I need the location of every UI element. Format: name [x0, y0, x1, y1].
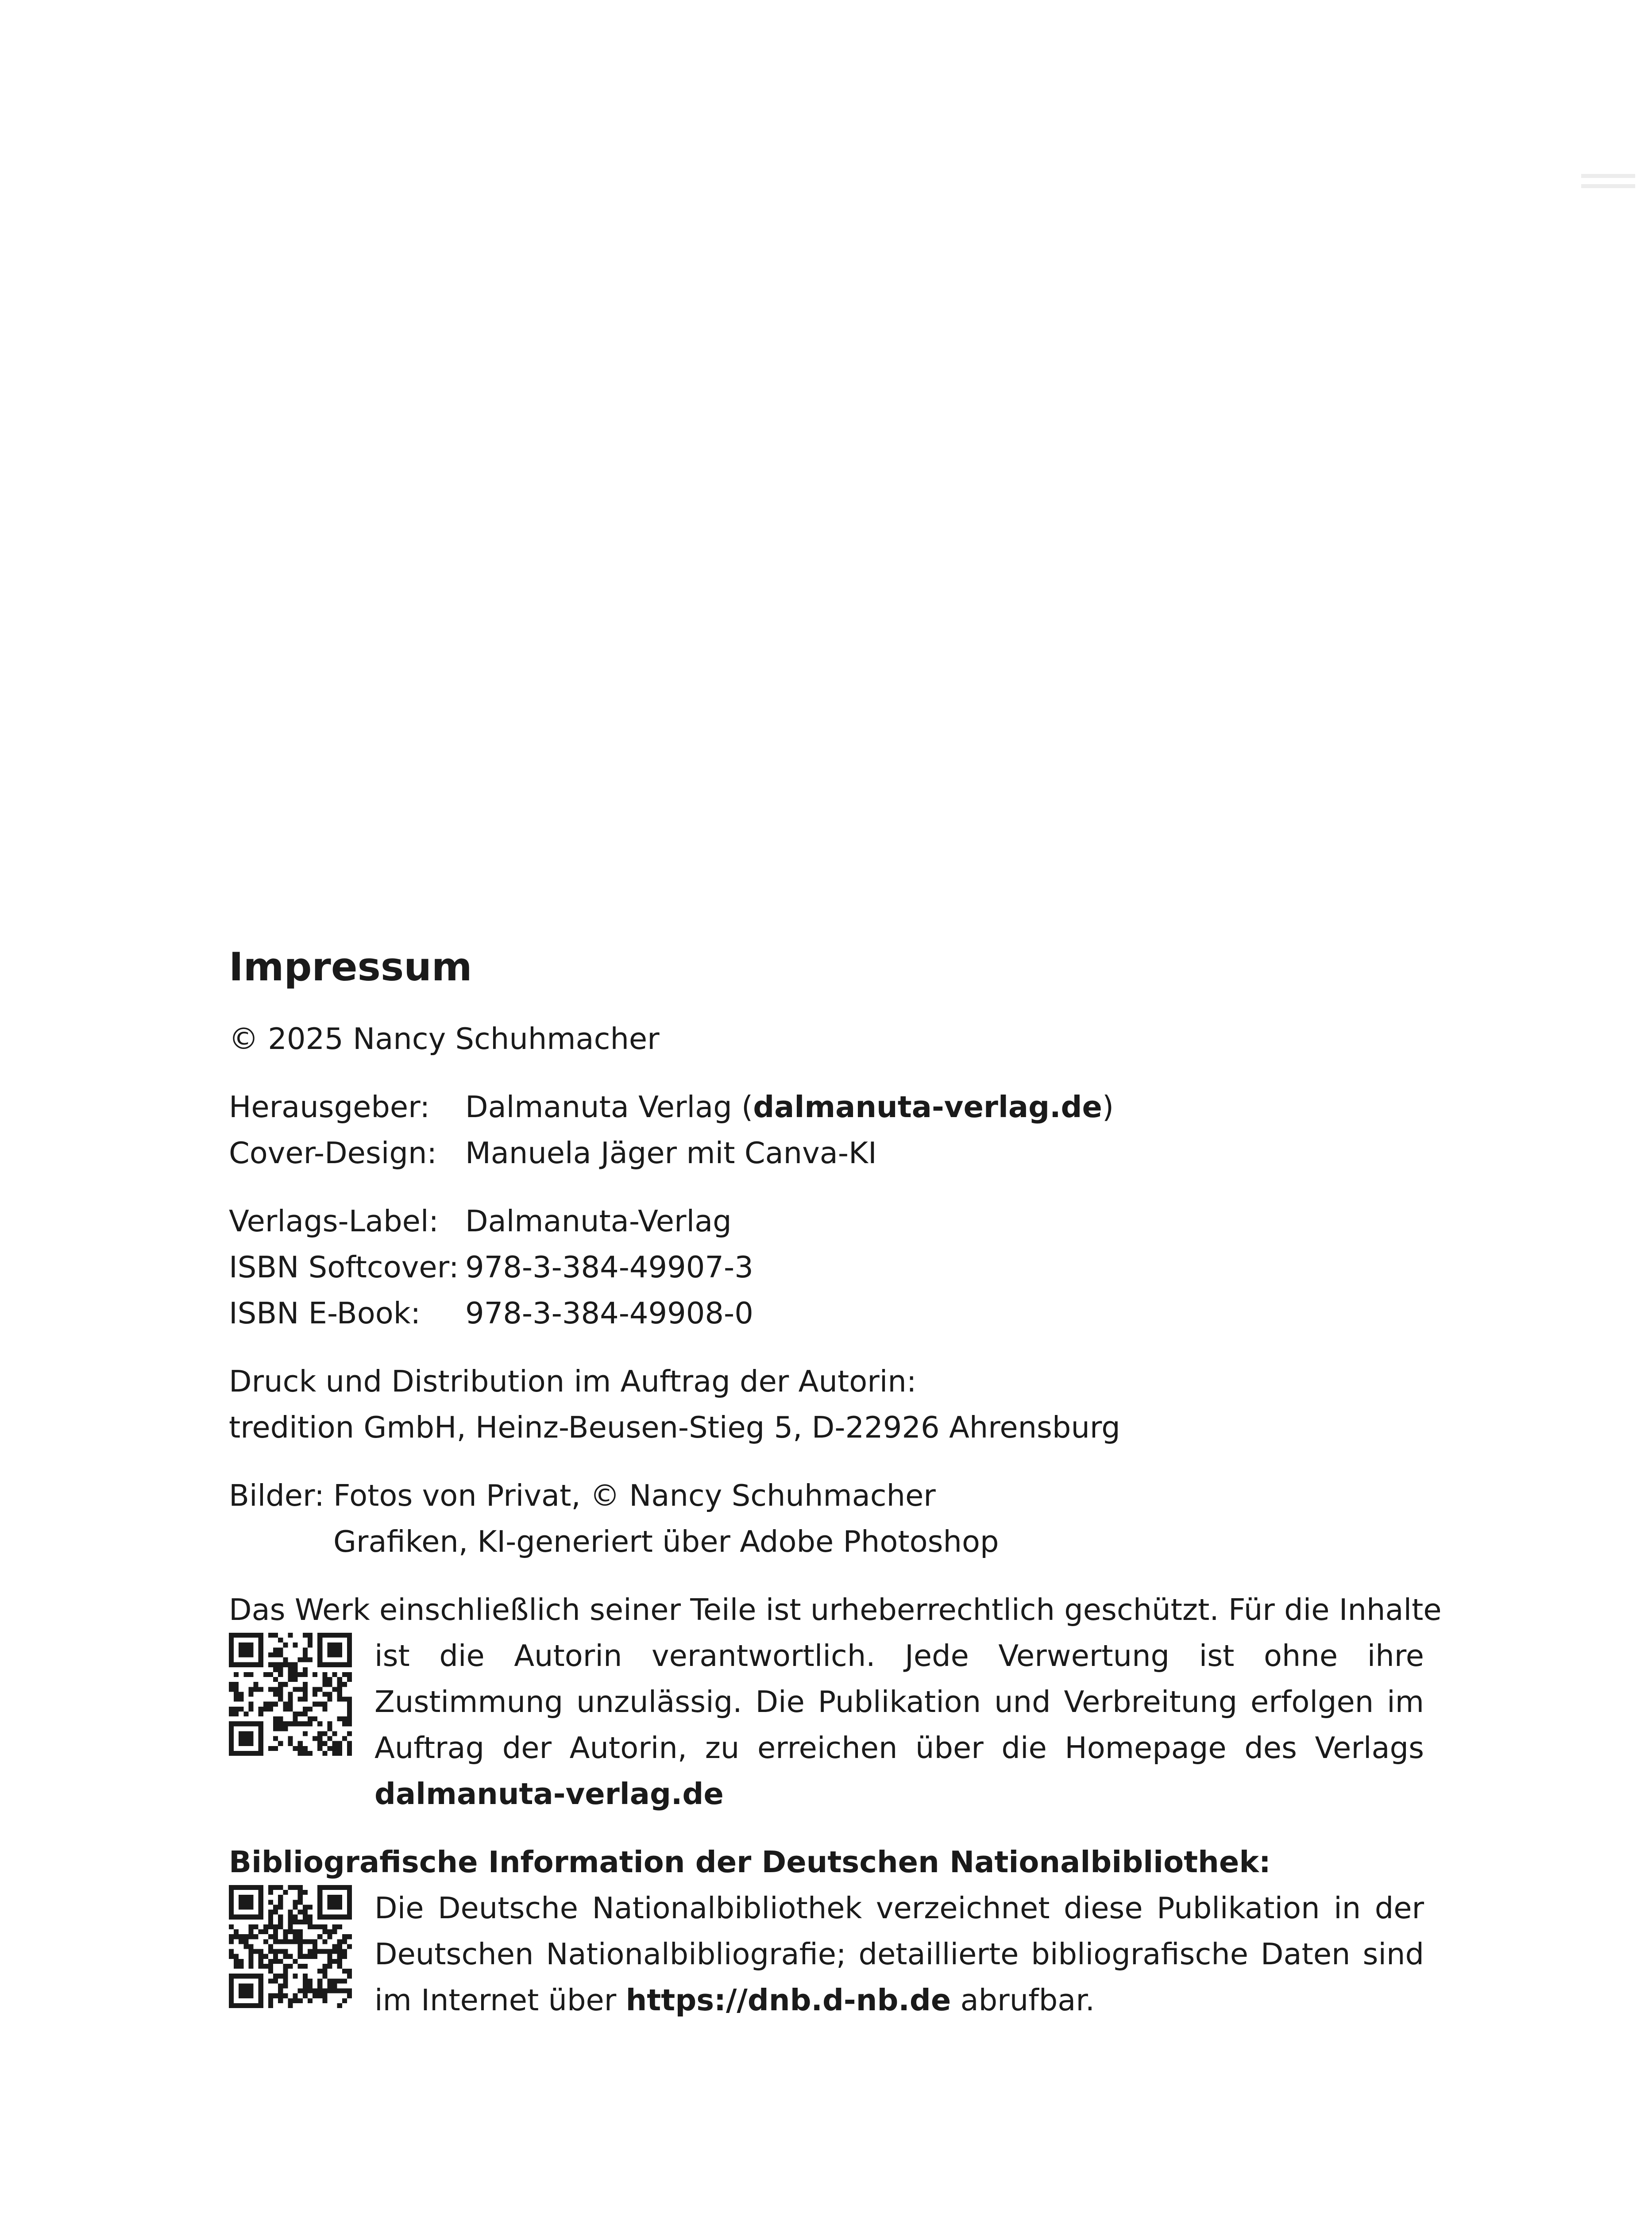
publisher-group	[229, 1084, 1424, 1176]
hamburger-menu-icon[interactable]	[1581, 174, 1635, 192]
bibliographic-block	[229, 1839, 1424, 2023]
publisher-close-paren: )	[1102, 1090, 1114, 1124]
label-label: Verlags-Label:	[229, 1204, 439, 1238]
bibliographic-body	[229, 1885, 1424, 2023]
page-title: Impressum	[229, 944, 472, 990]
isbn-ebook-row	[229, 1290, 1424, 1336]
publisher-homepage-link[interactable]: dalmanuta-verlag.de	[374, 1777, 724, 1811]
copyright-line	[229, 1016, 1424, 1062]
impressum-section	[229, 943, 1442, 2045]
copyright-notice-block	[229, 1587, 1442, 1817]
bibliographic-heading: Bibliografische Information der Deutschen Nationalbibliothek:	[229, 1845, 1271, 1879]
qr-code-icon[interactable]	[229, 1885, 352, 2008]
cover-label: Cover-Design:	[229, 1136, 437, 1170]
images-line-2: Grafiken, KI-generiert über Adobe Photoshop	[333, 1524, 999, 1559]
publisher-label: Herausgeber:	[229, 1090, 430, 1124]
publisher-value	[465, 1084, 1114, 1130]
bibliographic-end: abrufbar.	[951, 1983, 1095, 2017]
isbn-ebook-label: ISBN E-Book:	[229, 1296, 421, 1330]
publisher-link[interactable]: dalmanuta-verlag.de	[753, 1090, 1102, 1124]
print-line-1: Druck und Distribution im Auftrag der Autorin:	[229, 1364, 917, 1399]
images-row	[229, 1473, 1424, 1519]
print-distribution	[229, 1358, 1424, 1450]
images-line-1: Fotos von Privat, © Nancy Schuhmacher	[333, 1478, 936, 1513]
copyright-notice-text: ist die Autorin verantwortlich. Jede Verwertung ist ohne ihre Zustimmung unzulässig. Die Publikation und Verbreitung erfolgen im Auftrag der Autorin, zu erreichen über die Homepage des Verlags	[374, 1639, 1424, 1765]
publisher-name: Dalmanuta Verlag (	[465, 1090, 753, 1124]
cover-value: Manuela Jäger mit Canva-KI	[465, 1136, 877, 1170]
images-credits	[229, 1473, 1424, 1565]
bibliographic-text: Die Deutsche Nationalbibliothek verzeichnet diese Publikation in der Deutschen Nationalbibliografie; detaillierte bibliografische Daten sind im Internet über	[374, 1891, 1424, 2017]
isbn-ebook-value: 978-3-384-49908-0	[465, 1296, 753, 1330]
label-value: Dalmanuta-Verlag	[465, 1204, 732, 1238]
publisher-row	[229, 1084, 1424, 1130]
label-row	[229, 1198, 1424, 1244]
qr-code-icon[interactable]	[229, 1633, 352, 1756]
isbn-group	[229, 1198, 1424, 1336]
isbn-softcover-row	[229, 1244, 1424, 1290]
cover-row	[229, 1130, 1424, 1176]
copyright-notice-line-1: Das Werk einschließlich seiner Teile ist urheberrechtlich geschützt. Für die Inhalte	[229, 1592, 1442, 1627]
isbn-softcover-value: 978-3-384-49907-3	[465, 1250, 753, 1284]
copyright-text: © 2025 Nancy Schuhmacher	[229, 1022, 660, 1056]
images-label: Bilder:	[229, 1478, 324, 1513]
copyright-notice-body	[229, 1633, 1424, 1817]
isbn-softcover-label: ISBN Softcover:	[229, 1250, 459, 1284]
print-line-2: tredition GmbH, Heinz-Beusen-Stieg 5, D-22926 Ahrensburg	[229, 1410, 1120, 1445]
dnb-link[interactable]: https://dnb.d-nb.de	[625, 1983, 951, 2017]
